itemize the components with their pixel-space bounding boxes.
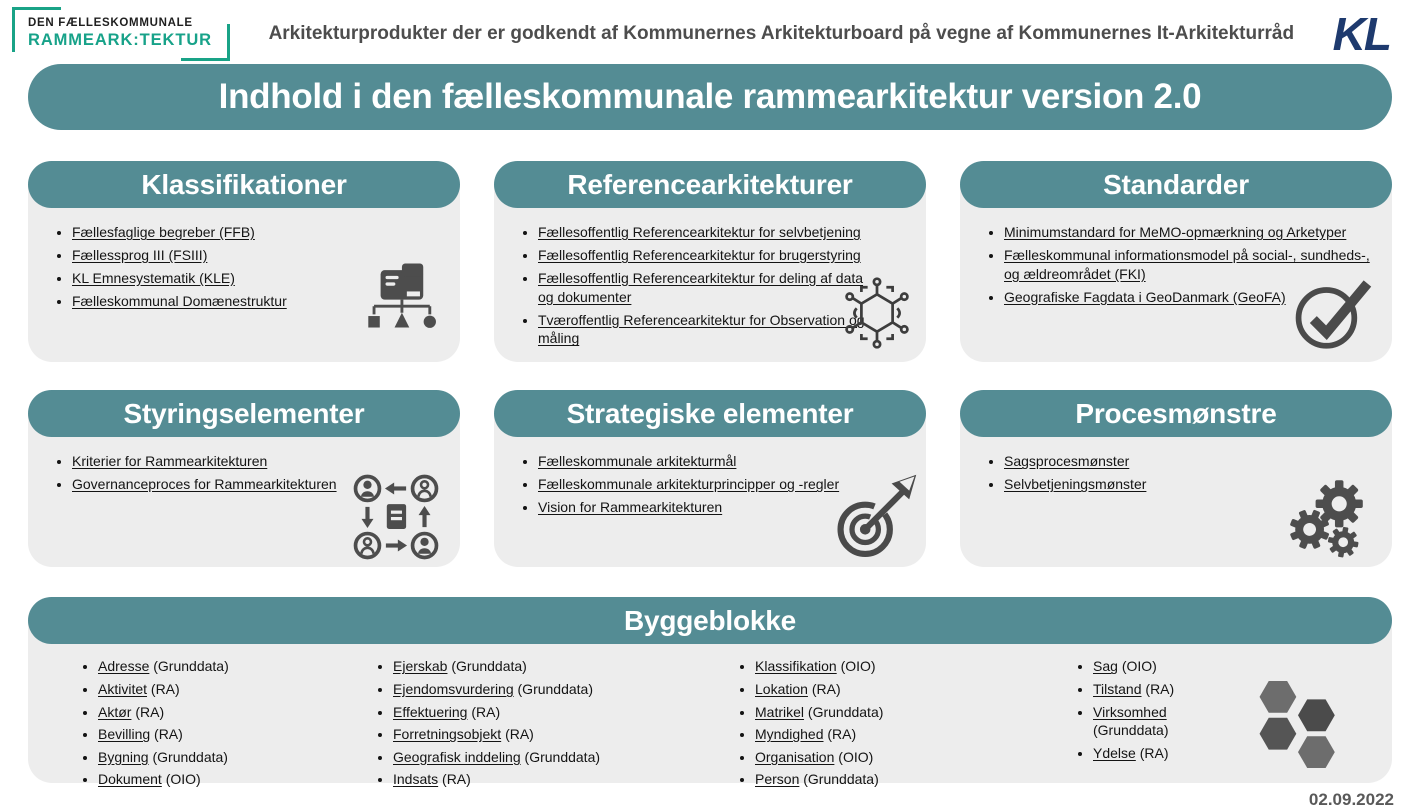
- link-memo-minimumstandard[interactable]: Minimumstandard for MeMO-opmærkning og Arketyper: [1004, 224, 1347, 240]
- list-item: [538, 246, 882, 265]
- list-item: [72, 223, 446, 242]
- list-item: [755, 770, 1071, 789]
- byggeblok-link[interactable]: Lokation: [755, 680, 808, 697]
- card-byggeblokke: [28, 597, 1392, 788]
- byggeblok-link[interactable]: Tilstand: [1093, 680, 1142, 697]
- target-dart-icon: [830, 473, 918, 561]
- card-title: Byggeblokke: [623, 604, 797, 636]
- card-referencearkitekturer: [494, 161, 926, 362]
- byggeblok-link[interactable]: Indsats: [393, 771, 439, 788]
- card-header: [960, 161, 1392, 208]
- byggeblok-suffix: (RA): [827, 726, 857, 743]
- list-item: [755, 725, 1071, 744]
- byggeblok-link[interactable]: Virksomhed: [1093, 703, 1167, 720]
- card-klassifikationer: [28, 161, 460, 362]
- link-governanceproces[interactable]: Governanceproces for Rammearkitekturen: [72, 476, 337, 493]
- link-ra-deling-af-data[interactable]: Fællesoffentlig Referencearkitektur for deling af data og dokumenter: [538, 269, 864, 305]
- logo-line2: RAMMEARK:TEKTUR: [28, 31, 212, 50]
- link-faellesfaglige-begreber[interactable]: Fællesfaglige begreber (FFB): [72, 224, 255, 240]
- link-kriterier-rammearkitekturen[interactable]: Kriterier for Rammearkitekturen: [72, 453, 268, 470]
- hexagons-icon: [1256, 676, 1340, 773]
- main-banner: [28, 64, 1392, 130]
- byggeblok-suffix: (RA): [471, 703, 501, 720]
- byggeblok-link[interactable]: Aktivitet: [98, 680, 148, 697]
- card-grid: [28, 161, 1392, 567]
- checkmark-circle-icon: [1292, 272, 1374, 354]
- list-item: [393, 748, 733, 767]
- rammearkitektur-logo: [12, 7, 230, 61]
- link-faelleskommunal-domaenestruktur[interactable]: Fælleskommunal Domænestruktur: [72, 292, 287, 309]
- byggeblokke-body: [28, 644, 1392, 803]
- card-header: [494, 390, 926, 437]
- byggeblok-link[interactable]: Bygning: [98, 748, 149, 765]
- list-item: [393, 680, 733, 699]
- byggeblok-suffix: (OIO): [1121, 658, 1157, 675]
- list-item: [538, 223, 882, 242]
- list-item: [98, 657, 371, 676]
- byggeblok-link[interactable]: Klassifikation: [755, 658, 837, 675]
- card-title: Procesmønstre: [1075, 397, 1277, 429]
- link-arkitekturmaal[interactable]: Fælleskommunale arkitekturmål: [538, 453, 737, 470]
- byggeblok-link[interactable]: Ydelse: [1093, 744, 1136, 761]
- byggeblok-suffix: (Grunddata): [1093, 722, 1169, 739]
- top-header: [0, 0, 1420, 62]
- date-label: 02.09.2022: [1308, 790, 1394, 810]
- byggeblok-suffix: (RA): [442, 771, 471, 788]
- byggeblok-suffix: (RA): [154, 726, 183, 743]
- list-item: [98, 703, 371, 722]
- folder-tree-icon: [356, 252, 438, 344]
- governance-cycle-icon: [350, 471, 442, 563]
- byggeblok-link[interactable]: Organisation: [755, 748, 835, 765]
- byggeblok-suffix: (Grunddata): [451, 658, 527, 675]
- byggeblokke-column-2: [371, 653, 733, 793]
- byggeblokke-column-4: [1071, 653, 1242, 793]
- card-title: Styringselementer: [123, 397, 365, 429]
- logo-line1: DEN FÆLLESKOMMUNALE: [28, 17, 193, 29]
- list-item: [755, 748, 1071, 767]
- byggeblok-link[interactable]: Effektuering: [393, 703, 468, 720]
- link-faellessprog-iii[interactable]: Fællessprog III (FSIII): [72, 246, 208, 263]
- page-title: Arkitekturprodukter der er godkendt af Kommunernes Arkitekturboard på vegne af Kommunernes It-Arkitekturråd: [268, 23, 1295, 44]
- list-item: [98, 770, 371, 789]
- gears-icon: [1288, 479, 1368, 559]
- byggeblok-suffix: (RA): [150, 680, 180, 697]
- link-fki-informationsmodel[interactable]: Fælleskommunal informationsmodel på social-, sundheds-, og ældreområdet (FKI): [1004, 246, 1370, 282]
- link-geofa-fagdata[interactable]: Geografiske Fagdata i GeoDanmark (GeoFA): [1004, 288, 1286, 305]
- list-item: [393, 770, 733, 789]
- hexagon-network-icon: [838, 274, 916, 352]
- list-item: [1004, 452, 1378, 471]
- card-title: Referencearkitekturer: [567, 168, 853, 200]
- link-vision-rammearkitekturen[interactable]: Vision for Rammearkitekturen: [538, 499, 723, 516]
- byggeblok-link[interactable]: Myndighed: [755, 726, 824, 743]
- list-item: [538, 269, 882, 307]
- byggeblok-link[interactable]: Adresse: [98, 658, 150, 675]
- list-item: [393, 725, 733, 744]
- byggeblok-suffix: (OIO): [838, 748, 874, 765]
- list-item: [98, 748, 371, 767]
- byggeblok-link[interactable]: Bevilling: [98, 726, 151, 743]
- card-title: Standarder: [1103, 168, 1249, 200]
- link-sagsprocesmoenster[interactable]: Sagsprocesmønster: [1004, 453, 1130, 470]
- card-title: Klassifikationer: [141, 168, 347, 200]
- list-item: [1093, 703, 1242, 740]
- byggeblok-link[interactable]: Sag: [1093, 658, 1118, 675]
- link-ra-brugerstyring[interactable]: Fællesoffentlig Referencearkitektur for brugerstyring: [538, 246, 861, 263]
- byggeblok-suffix: (RA): [1139, 744, 1169, 761]
- link-kl-emnesystematik[interactable]: KL Emnesystematik (KLE): [72, 269, 235, 286]
- list-item: [72, 452, 446, 471]
- card-header: [960, 390, 1392, 437]
- card-header: [28, 161, 460, 208]
- byggeblok-link[interactable]: Ejendomsvurdering: [393, 680, 514, 697]
- list-item: [755, 657, 1071, 676]
- byggeblok-link[interactable]: Forretningsobjekt: [393, 726, 502, 743]
- card-header: [494, 161, 926, 208]
- card-styringselementer: [28, 390, 460, 567]
- list-item: [538, 452, 912, 471]
- byggeblok-suffix: (OIO): [165, 771, 201, 788]
- card-procesmoenstre: [960, 390, 1392, 567]
- byggeblok-link[interactable]: Matrikel: [755, 703, 805, 720]
- byggeblok-link[interactable]: Ejerskab: [393, 658, 448, 675]
- card-header: [28, 390, 460, 437]
- byggeblok-link[interactable]: Aktør: [98, 703, 132, 720]
- list-item: [1093, 744, 1242, 763]
- byggeblokke-column-3: [733, 653, 1071, 793]
- byggeblok-link[interactable]: Geografisk inddeling: [393, 748, 521, 765]
- link-arkitekturprincipper[interactable]: Fælleskommunale arkitekturprincipper og -regler: [538, 476, 840, 493]
- card-title: Strategiske elementer: [566, 397, 854, 429]
- list-item: [755, 703, 1071, 722]
- byggeblok-suffix: (Grunddata): [807, 703, 884, 720]
- byggeblok-suffix: (Grunddata): [803, 771, 879, 788]
- card-strategiske-elementer: [494, 390, 926, 567]
- kl-logo: KL: [1332, 8, 1390, 60]
- byggeblok-suffix: (Grunddata): [524, 748, 601, 765]
- byggeblok-suffix: (Grunddata): [152, 748, 228, 765]
- list-item: [1093, 680, 1242, 699]
- byggeblok-link[interactable]: Person: [755, 771, 800, 788]
- card-standarder: [960, 161, 1392, 362]
- byggeblok-link[interactable]: Dokument: [98, 771, 162, 788]
- byggeblok-suffix: (RA): [135, 703, 165, 720]
- link-ra-selvbetjening[interactable]: Fællesoffentlig Referencearkitektur for selvbetjening: [538, 224, 861, 240]
- list-item: [538, 311, 882, 349]
- byggeblok-suffix: (Grunddata): [153, 658, 229, 675]
- byggeblok-suffix: (RA): [811, 680, 841, 697]
- byggeblok-suffix: (Grunddata): [517, 680, 593, 697]
- list-item: [1093, 657, 1242, 676]
- list-item: [393, 703, 733, 722]
- list-item: [393, 657, 733, 676]
- link-ra-observation-maaling[interactable]: Tværoffentlig Referencearkitektur for Observation og måling: [538, 311, 865, 347]
- banner-title: Indhold i den fælleskommunale rammearkitektur version 2.0: [218, 77, 1202, 116]
- list-item: [98, 680, 371, 699]
- list-item: [1004, 223, 1378, 242]
- byggeblok-suffix: (RA): [505, 726, 534, 743]
- byggeblokke-column-1: [76, 653, 371, 793]
- list-item: [755, 680, 1071, 699]
- byggeblok-suffix: (OIO): [840, 658, 876, 675]
- card-header: [28, 597, 1392, 644]
- link-selvbetjeningsmoenster[interactable]: Selvbetjeningsmønster: [1004, 476, 1147, 493]
- byggeblok-suffix: (RA): [1145, 680, 1175, 697]
- list-item: [98, 725, 371, 744]
